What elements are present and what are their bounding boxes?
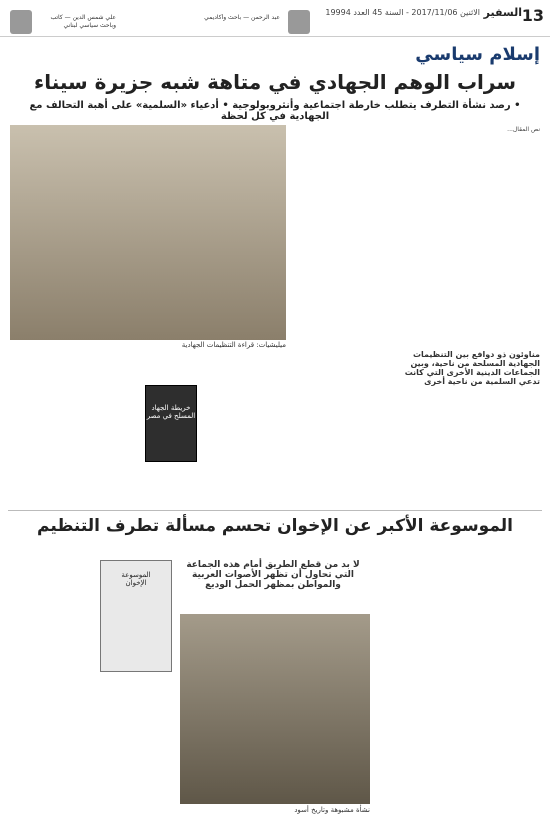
book-cover-2 (100, 560, 172, 672)
section-title: إسلام سياسي (415, 44, 540, 65)
paper-name: السفير (483, 6, 522, 19)
second-quote: لا بد من قطع الطريق أمام هذه الجماعة التي تحاول أن تظهر الأصوات العربية والمواطن بمظهر الحمل الوديع (186, 560, 360, 590)
divider (8, 510, 542, 511)
top-author-right: عبد الرحمن — باحث وأكاديمي (204, 14, 280, 21)
top-author-left: علي شمس الدين — كاتب وباحث سياسي لبناني (50, 14, 116, 29)
book-cover (145, 385, 197, 462)
main-subheadline: • رصد نشأة التطرف يتطلب خارطة اجتماعية وأنثروبولوجية • أدعياء «السلمية» على أهبة التحالف مع الجهادية في كل لحظة (29, 100, 521, 122)
issue-date: الاثنين 2017/11/06 - السنة 45 العدد 19994 (325, 8, 480, 17)
photo-caption-2: نشأة مشبوهة وتاريخ أسود (294, 806, 370, 814)
main-headline: سراب الوهم الجهادي في متاهة شبه جزيرة سيناء (33, 70, 517, 94)
pull-quote: مناوئون ذو دوافع بين التنظيمات الجهادية المسلحة من ناحية، وبين الجماعات الدينية الأخرى التي كانت تدعي السلمية من ناحية أخرى (404, 350, 540, 386)
article-column: نص المقال... (507, 126, 540, 133)
book-title-2: الموسوعة الإخوان (121, 571, 151, 587)
second-headline: الموسوعة الأكبر عن الإخوان تحسم مسألة تطرف التنظيم (37, 516, 513, 536)
page-number: 13 (521, 6, 544, 25)
book-title: خريطة الجهاد المسلح في مصر (146, 404, 196, 420)
top-bar (0, 0, 550, 37)
photo-militants (10, 125, 286, 340)
author-avatar (288, 10, 310, 34)
photo-protest (180, 614, 370, 804)
photo-caption: ميليشيات: قراءة التنظيمات الجهادية (181, 341, 286, 349)
author-avatar-left (10, 10, 32, 34)
